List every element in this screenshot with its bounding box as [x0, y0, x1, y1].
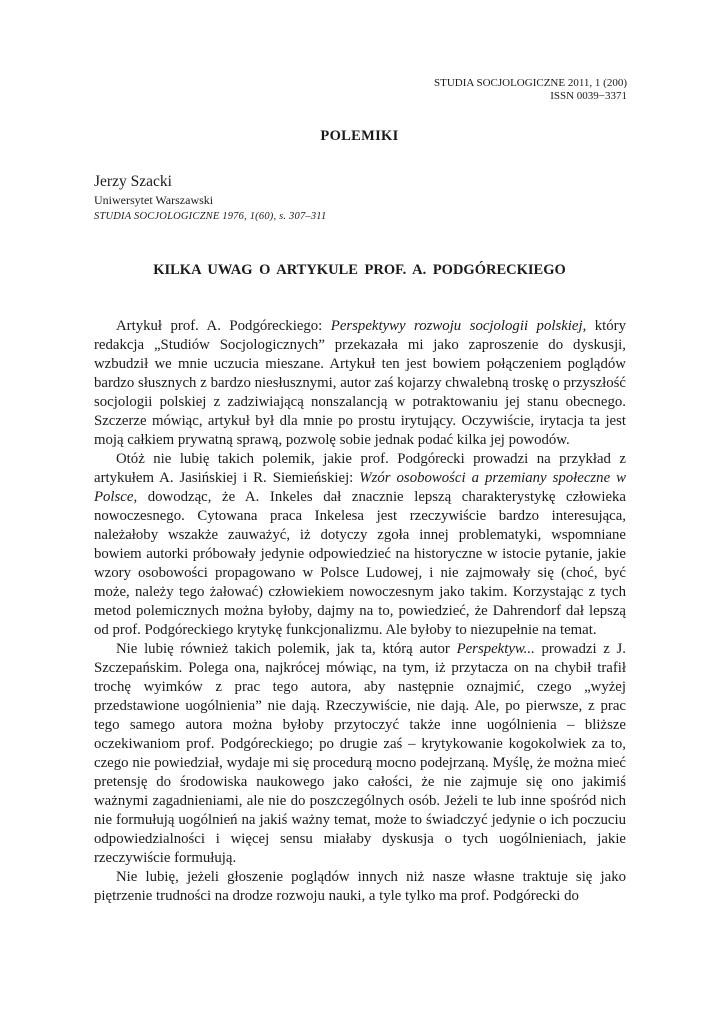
- paragraph: [94, 868, 626, 906]
- author-affiliation: Uniwersytet Warszawski: [94, 193, 214, 207]
- journal-issue: STUDIA SOCJOLOGICZNE 2011, 1 (200): [433, 77, 627, 89]
- paragraph-emphasis: Wzór osobowości a przemiany społeczne w Polsce,: [94, 470, 626, 505]
- paragraph: [94, 450, 626, 640]
- paragraph-text: który redakcja „Studiów Socjologicznych” przekazała mi jako zaproszenie do dyskusji, wzbudził we mnie uczucia mieszane. Artykuł ten jest bowiem połączeniem poglądów bardzo słusznych z bardzo niesłusznymi, autor zaś kojarzy chwalebną troskę o przyszłość socjologii polskiej z zadziwiającą nonszalancją w potraktowaniu jej stanu obecnego. Szczerze mówiąc, artykuł był dla mnie po prostu irytujący. Oczywiście, irytacja ta jest moją całkiem prywatną sprawą, pozwolę sobie jednak podać kilka jej powodów.: [94, 318, 627, 448]
- paragraph: [94, 640, 626, 868]
- paragraph-text: Artykuł prof. A. Podgóreckiego:: [116, 318, 331, 334]
- paragraph-emphasis: Perspektywy rozwoju socjologii polskiej,: [330, 318, 587, 334]
- paragraph-text: prowadzi z J. Szczepańskim. Polega ona, najkrócej mówiąc, na tym, iż przytacza on na chybił trafił trochę wyimków z prac tego autora, aby następnie oznajmić, czego „wyżej przedstawione uogólnienia” nie dają. Rzeczywiście, nie dają. Ale, po pierwsze, z prac tego samego autora można byłoby przytoczyć także inne uogólnienia – bliższe oczekiwaniom prof. Podgóreckiego; po drugie zaś – krytykowanie kogokolwiek za to, czego nie powiedział, wydaje mi się procedurą mocno podejrzaną. Myślę, że można mieć pretensję do środowiska naukowego jako całości, że nie zajmuje się ono jakimiś ważnymi zagadnieniami, ale nie do poszczególnych osób. Jeżeli te lub inne spośród nich nie formułują uogólnień na jakiś ważny temat, może to świadczyć jedynie o ich poczuciu odpowiedzialności i więcej sensu miałaby dyskusja o tych uogólnieniach, jakie rzeczywiście formułują.: [94, 641, 626, 866]
- section-heading: POLEMIKI: [320, 128, 399, 144]
- paragraph-text: dowodząc, że A. Inkeles dał znacznie lepszą charakterystykę człowieka nowoczesnego. Cytowana praca Inkelesa jest rzeczywiście bardzo interesująca, należałoby wszakże zauważyć, iż dotyczy zgoła innej problematyki, wspomniane bowiem autorki próbowały jedynie odpowiedzieć na historyczne w istocie pytanie, jakie wzory osobowości propagowano w Polsce Ludowej, i nie zajmowały się (choć, być może, należy tego żałować) człowiekiem nowoczesnym jako takim. Korzystając z tych metod polemicznych można byłoby, dajmy na to, powiedzieć, że Dahrendorf dał lepszą od prof. Podgóreckiego krytykę funkcjonalizmu. Ale byłoby to niezupełnie na temat.: [94, 489, 626, 638]
- issn: ISSN 0039−3371: [550, 90, 627, 102]
- author-name: Jerzy Szacki: [94, 173, 172, 190]
- paragraph-text: Nie lubię również takich polemik, jak ta, którą autor: [116, 641, 457, 657]
- journal-header: [434, 77, 627, 103]
- paragraph: [94, 317, 626, 450]
- article-body: [94, 317, 626, 906]
- article-title: KILKA UWAG O ARTYKULE PROF. A. PODGÓRECKIEGO: [153, 262, 566, 278]
- paragraph-emphasis: Perspektyw...: [456, 641, 535, 657]
- author-block: [94, 172, 326, 225]
- original-citation: STUDIA SOCJOLOGICZNE 1976, 1(60), s. 307–311: [94, 211, 327, 222]
- paragraph-text: Otóż nie lubię takich polemik, jakie prof. Podgórecki prowadzi na przykład z artykułem A. Jasińskiej i R. Siemieńskiej:: [94, 451, 626, 486]
- paragraph-text: Nie lubię, jeżeli głoszenie poglądów innych niż nasze własne traktuje się jako piętrzenie trudności na drodze rozwoju nauki, a tyle tylko ma prof. Podgórecki do: [94, 869, 626, 904]
